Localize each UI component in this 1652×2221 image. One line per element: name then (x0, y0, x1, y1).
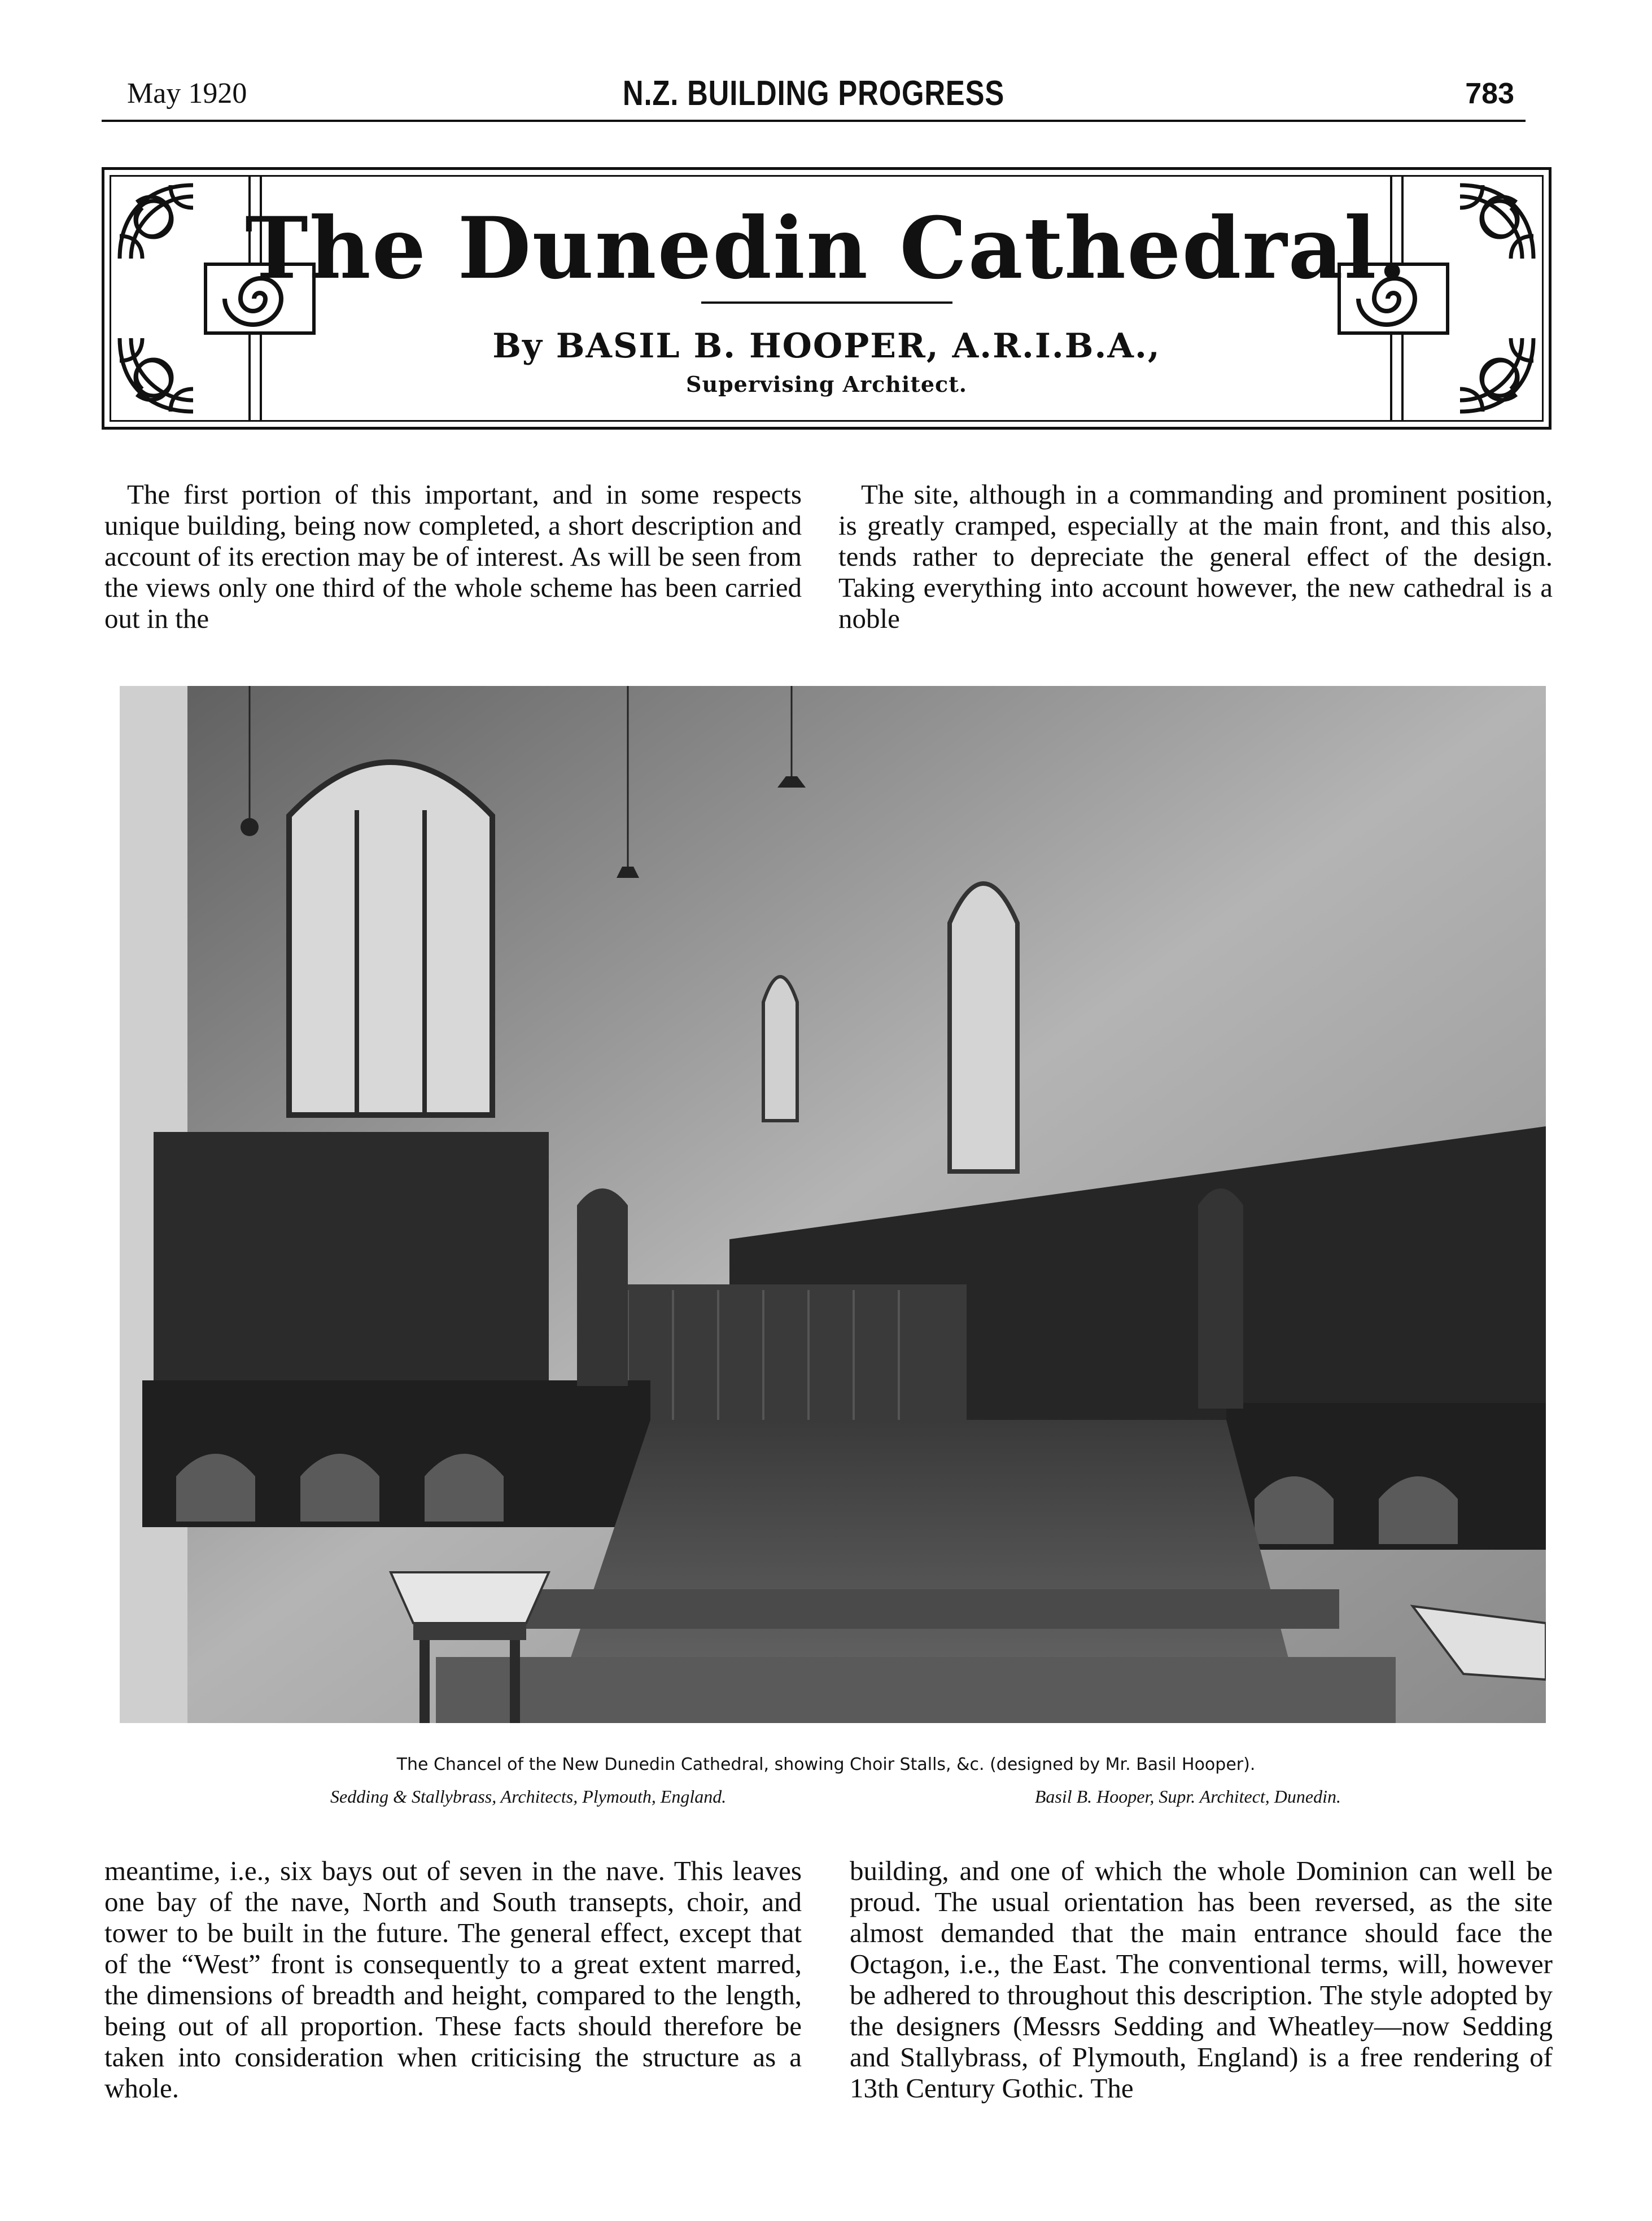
credit-architects: Sedding & Stallybrass, Architects, Plymouth, England. (330, 1786, 727, 1807)
chancel-photograph (120, 686, 1546, 1723)
figure-caption: The Chancel of the New Dunedin Cathedral, showing Choir Stalls, &c. (designed by Mr. Basil Hooper). (396, 1755, 1256, 1774)
header-rule (102, 120, 1526, 122)
column-top-right (838, 479, 1553, 634)
column-bottom-right (850, 1855, 1553, 2104)
title-panel (102, 167, 1552, 430)
column-top-left (104, 479, 802, 634)
paragraph: The site, although in a commanding and prominent position, is greatly cramped, especially at the main front, and this also, tends rather to depreciate the general effect of the design. Taking everything into account however, the new cathedral is a noble (838, 479, 1553, 634)
author-role: Supervising Architect. (686, 371, 967, 397)
credit-supervisor: Basil B. Hooper, Supr. Architect, Dunedin. (1034, 1786, 1341, 1807)
figure-credits (330, 1786, 1341, 1811)
chancel-image-icon (120, 686, 1546, 1723)
column-bottom-left (104, 1855, 802, 2104)
journal-name: N.Z. BUILDING PROGRESS (622, 74, 1005, 113)
paragraph: building, and one of which the whole Dominion can well be proud. The usual orientation has been reversed, as the site almost demanded that the main entrance should face the Octagon, i.e., the East. The conventional terms, will, however be adhered to throughout this description. The style adopted by the designers (Messrs Sedding and Wheatley—now Sedding and Stallybrass, of Plymouth, England) is a free rendering of 13th Century Gothic. The (850, 1855, 1553, 2104)
page-number: 783 (1465, 77, 1514, 110)
issue-date: May 1920 (127, 77, 247, 110)
title-rule (701, 301, 952, 304)
running-head (102, 74, 1526, 116)
article-byline: By BASIL B. HOOPER, A.R.I.B.A., (492, 326, 1161, 366)
paragraph: The first portion of this important, and in some respects unique building, being now completed, a short description and account of its erection may be of interest. As will be seen from the views only one third of the whole scheme has been carried out in the (104, 479, 802, 634)
article-title: The Dunedin Cathedral. (245, 199, 1408, 298)
paragraph: meantime, i.e., six bays out of seven in the nave. This leaves one bay of the nave, North and South transepts, choir, and tower to be built in the future. The general effect, except that of the “West” front is consequently to a great extent marred, the dimensions of breadth and height, compared to the length, being out of all proportion. These facts should therefore be taken into consideration when criticising the structure as a whole. (104, 1855, 802, 2104)
